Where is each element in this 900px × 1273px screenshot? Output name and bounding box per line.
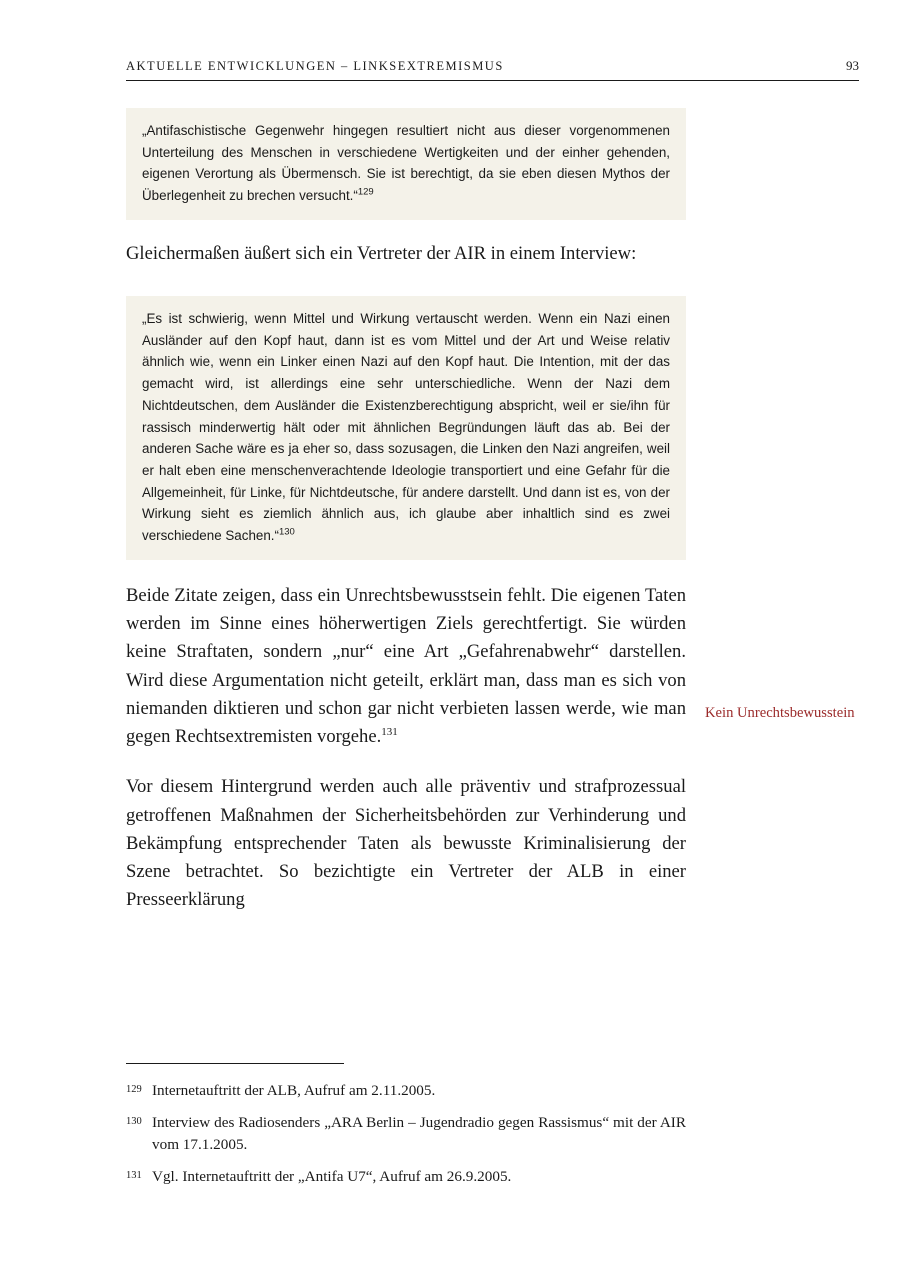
page-number: 93 xyxy=(846,58,859,73)
paragraph-last: Vor diesem Hintergrund werden auch alle präventiv und strafprozessual getroffenen Maßnahmen der Sicherheitsbehörden zur Verhinderung und Bekämpfung entsprechender Taten als bewusste Kriminalisierung der Szene betrachtet. So bezichtigte ein Vertreter der ALB in einer Presseerklärung xyxy=(126,776,686,911)
paragraph-intro: Gleichermaßen äußert sich ein Vertreter der AIR in einem Interview: xyxy=(126,242,637,264)
footnote-number: 131 xyxy=(126,1170,142,1182)
footnote-marker-131[interactable]: 131 xyxy=(381,725,398,738)
footnote-text: Interview des Radiosenders „ARA Berlin – Jugendradio gegen Rassismus“ mit der AIR vom 17.1.2005. xyxy=(152,1114,686,1154)
footnote-item xyxy=(126,1080,686,1102)
footnote-item xyxy=(126,1112,686,1156)
footnote-marker-130[interactable]: 130 xyxy=(278,526,295,538)
footnote-divider xyxy=(126,1063,344,1064)
main-text-column xyxy=(126,100,686,915)
blockquote-second xyxy=(126,296,686,560)
paragraph-after-second-quote-text: Beide Zitate zeigen, dass ein Unrechtsbewusstsein fehlt. Die eigenen Taten werden im Sinne eines höherwertigen Ziels gerechtfertigt. Sie würden keine Straftaten, sondern „nur“ eine Art „Gefahrenabwehr“ darstellen. Wird diese Argumentation nicht geteilt, erklärt man, dass man es sich von niemanden diktieren und schon gar nicht verbieten lassen werde, wie man gegen Rechtsextremisten vorgehe. xyxy=(126,584,686,748)
header-divider xyxy=(126,80,859,81)
margin-note: Kein Unrechtsbewusstein xyxy=(705,705,855,721)
running-head-title: AKTUELLE ENTWICKLUNGEN – LINKSEXTREMISMUS xyxy=(126,59,504,73)
blockquote-first-text: „Antifaschistische Gegenwehr hingegen resultiert nicht aus dieser vorgenommenen Unterteilung des Menschen in verschiedene Wertigkeiten und der einher gehenden, eigenen Verortung als Übermensch. Sie ist berechtigt, da sie eben diesen Mythos der Überlegenheit zu brechen versucht.“ xyxy=(142,123,670,204)
paragraph-after-second-quote xyxy=(126,582,686,752)
footnote-list xyxy=(126,1080,686,1198)
footnote-marker-129[interactable]: 129 xyxy=(357,186,374,198)
footnote-text: Internetauftritt der ALB, Aufruf am 2.11.2005. xyxy=(152,1082,436,1099)
footnote-number: 130 xyxy=(126,1116,142,1128)
blockquote-first xyxy=(126,108,686,220)
running-head xyxy=(126,58,859,74)
footnote-number: 129 xyxy=(126,1084,142,1095)
footnote-item xyxy=(126,1166,686,1188)
blockquote-second-text: „Es ist schwierig, wenn Mittel und Wirkung vertauscht werden. Wenn ein Nazi einen Ausländer auf den Kopf haut, dann ist es vom Mittel und der Art und Weise relativ ähnlich wie, wenn ein Linker einen Nazi auf den Kopf haut. Die Intention, mit der das gemacht wird, ist allerdings eine sehr unterschiedliche. Wenn der Nazi dem Nichtdeutschen, dem Ausländer die Existenzberechtigung abspricht, weil er sie/ihn für rassisch minderwertig hält oder mit ähnlichen Begründungen läuft das ab. Bei der anderen Sache wäre es ja eher so, dass sozusagen, die Linken den Nazi angreifen, weil er halt eben eine menschenverachtende Ideologie transportiert und eine Gefahr für die Allgemeinheit, für Linke, für Nichtdeutsche, für andere darstellt. Und dann ist es, von der Wirkung sieht es ziemlich ähnlich aus, ich glaube aber inhaltlich sind es zwei verschiedene Sachen.“ xyxy=(142,311,670,544)
footnote-text: Vgl. Internetauftritt der „Antifa U7“, Aufruf am 26.9.2005. xyxy=(152,1168,512,1186)
